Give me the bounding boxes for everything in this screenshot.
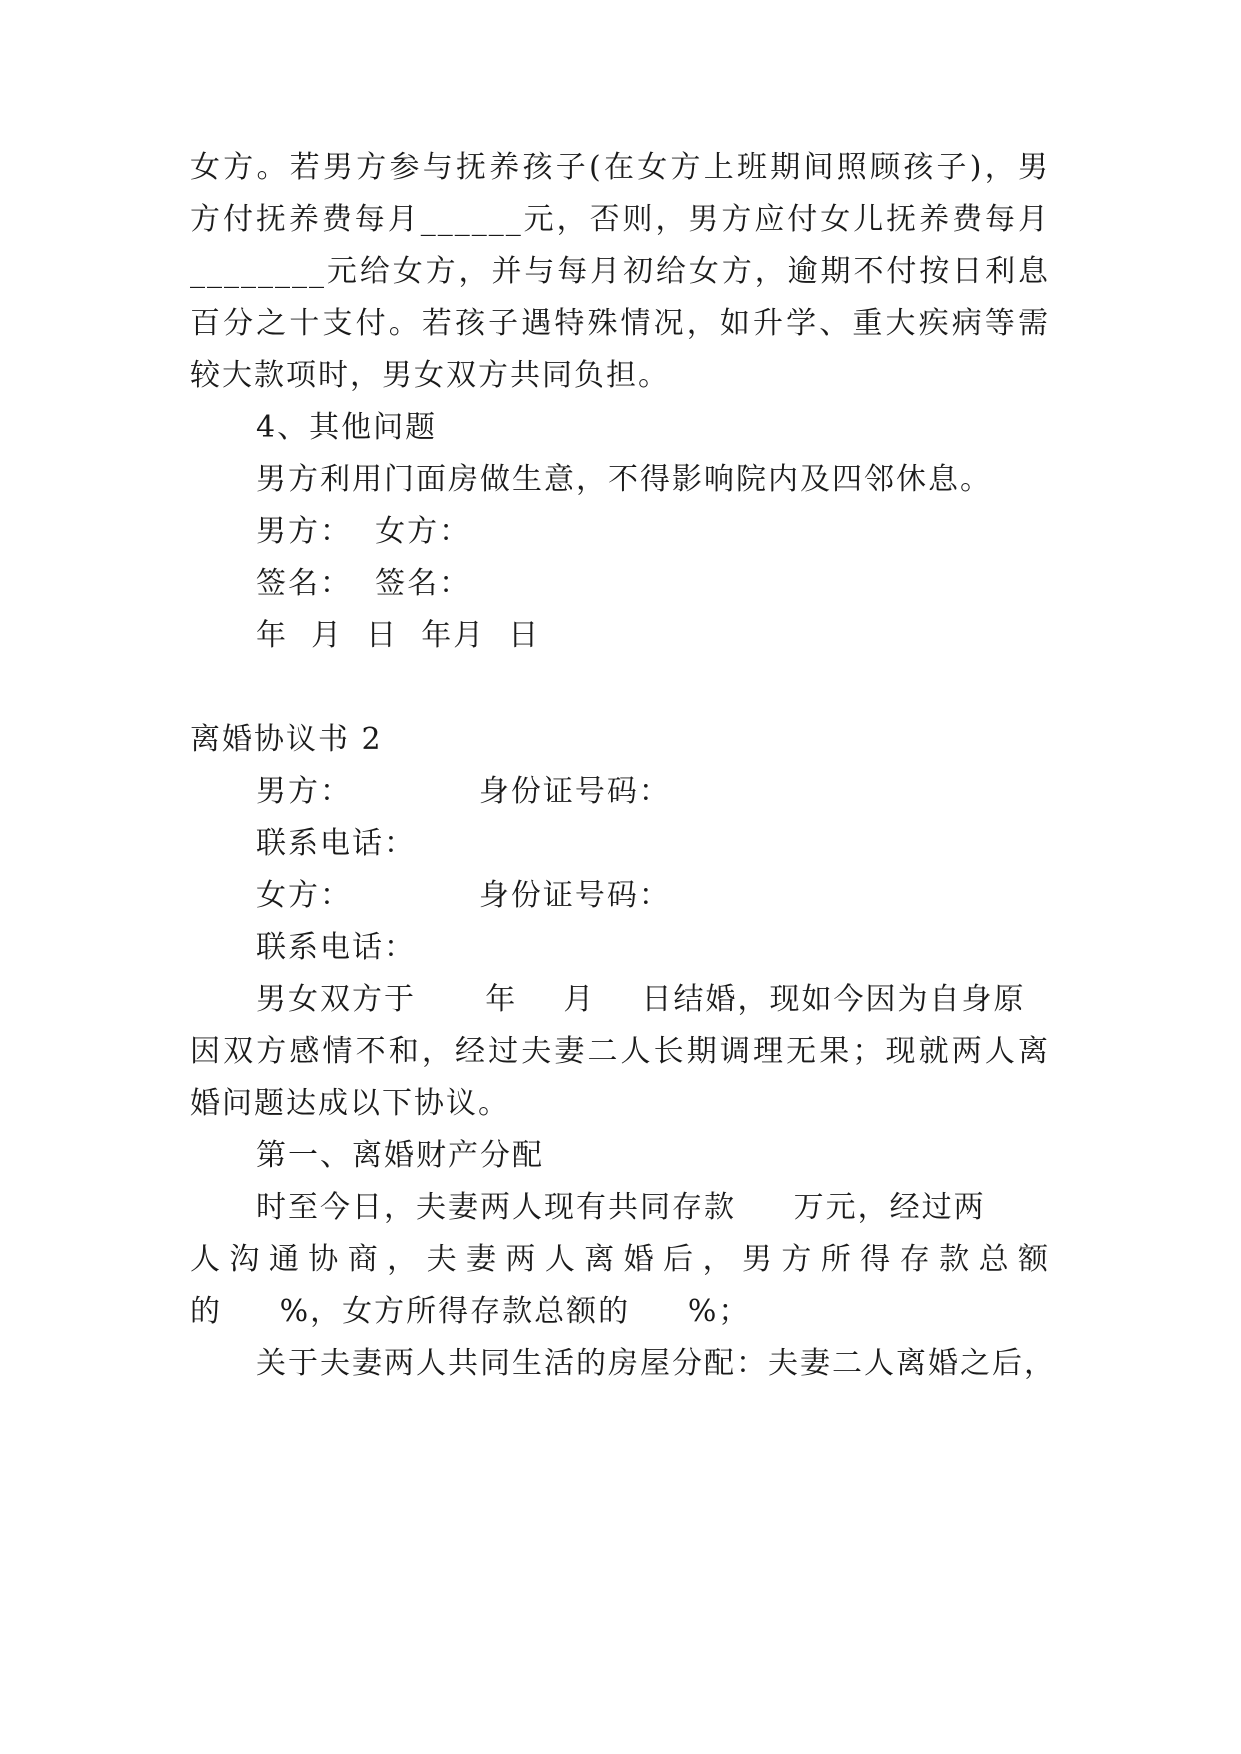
paragraph-line-4: 百分之十支付。若孩子遇特殊情况，如升学、重大疾病等需 bbox=[190, 306, 1050, 341]
paragraph-line-12: 的 %，女方所得存款总额的 %； bbox=[190, 1294, 751, 1329]
date-labels: 年 月 日 年月 日 bbox=[256, 618, 541, 653]
male-party-field: 男方： 身份证号码： bbox=[256, 774, 671, 809]
signature-labels: 签名： 签名： bbox=[256, 566, 472, 601]
party-labels: 男方： 女方： bbox=[256, 514, 472, 549]
male-phone-field: 联系电话： bbox=[256, 826, 416, 861]
section-heading-property: 第一、离婚财产分配 bbox=[256, 1138, 544, 1173]
document-title: 离婚协议书 2 bbox=[190, 722, 383, 757]
paragraph-line-1: 女方。若男方参与抚养孩子(在女方上班期间照顾孩子)，男 bbox=[190, 150, 1050, 185]
section-heading-other-issues: 4、其他问题 bbox=[256, 410, 438, 445]
paragraph-line-6: 男方利用门面房做生意，不得影响院内及四邻休息。 bbox=[256, 462, 992, 497]
paragraph-line-7: 男女双方于 年 月 日结婚，现如今因为自身原 bbox=[256, 982, 1026, 1017]
female-phone-field: 联系电话： bbox=[256, 930, 416, 965]
paragraph-line-13: 关于夫妻两人共同生活的房屋分配：夫妻二人离婚之后， bbox=[256, 1346, 1056, 1381]
paragraph-line-5: 较大款项时，男女双方共同负担。 bbox=[190, 358, 670, 393]
paragraph-line-8: 因双方感情不和，经过夫妻二人长期调理无果；现就两人离 bbox=[190, 1034, 1050, 1069]
paragraph-line-3: ________元给女方，并与每月初给女方，逾期不付按日利息 bbox=[190, 254, 1050, 289]
paragraph-line-9: 婚问题达成以下协议。 bbox=[190, 1086, 510, 1121]
female-party-field: 女方： 身份证号码： bbox=[256, 878, 671, 913]
paragraph-line-10: 时至今日，夫妻两人现有共同存款 万元，经过两 bbox=[256, 1190, 986, 1225]
paragraph-line-11: 人沟通协商，夫妻两人离婚后，男方所得存款总额 bbox=[190, 1242, 1050, 1277]
paragraph-line-2: 方付抚养费每月______元，否则，男方应付女儿抚养费每月 bbox=[190, 202, 1050, 237]
